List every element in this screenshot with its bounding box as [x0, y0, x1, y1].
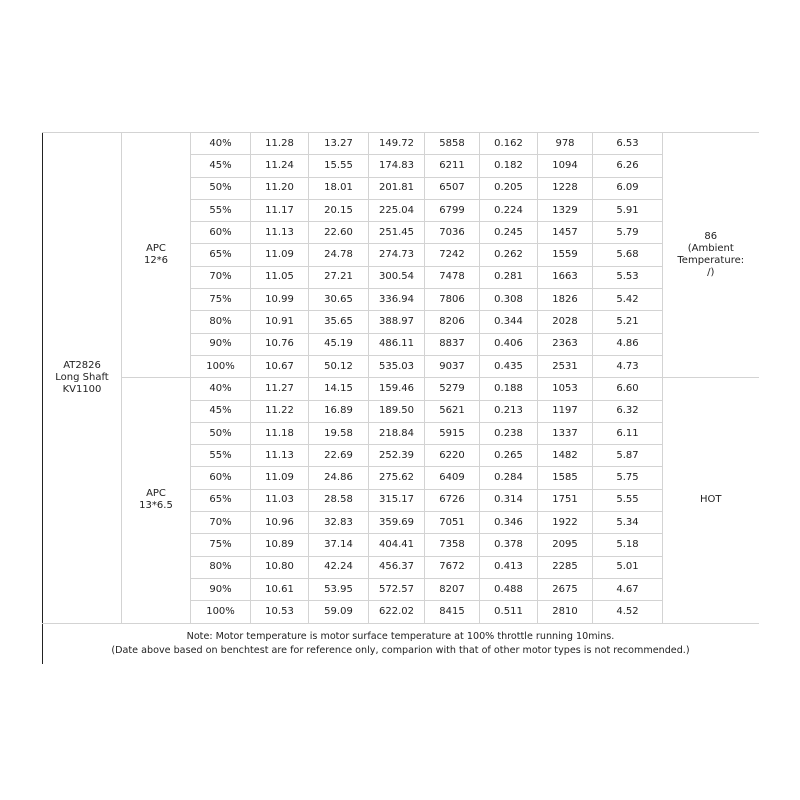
- cell-efficiency: 4.52: [593, 601, 663, 623]
- cell-rpm: 6409: [425, 467, 480, 489]
- cell-throttle: 65%: [191, 489, 251, 511]
- cell-voltage: 10.76: [251, 333, 309, 355]
- cell-throttle: 50%: [191, 422, 251, 444]
- cell-current: 27.21: [309, 266, 369, 288]
- cell-power: 218.84: [369, 422, 425, 444]
- motor-model-line: AT2826: [63, 359, 101, 371]
- table-row: [43, 378, 759, 400]
- cell-thrust-g: 2810: [538, 601, 593, 623]
- footnote-line-1: Note: Motor temperature is motor surface temperature at 100% throttle running 10mins.: [186, 630, 615, 642]
- cell-throttle: 70%: [191, 266, 251, 288]
- cell-rpm: 6507: [425, 177, 480, 199]
- cell-rpm: 7242: [425, 244, 480, 266]
- cell-throttle: 50%: [191, 177, 251, 199]
- cell-power: 225.04: [369, 199, 425, 221]
- cell-throttle: 40%: [191, 133, 251, 155]
- cell-efficiency: 5.75: [593, 467, 663, 489]
- temperature-line: 86: [704, 231, 718, 243]
- cell-rpm: 7672: [425, 556, 480, 578]
- cell-rpm: 5915: [425, 422, 480, 444]
- propeller-line: APC: [146, 488, 166, 500]
- cell-power: 388.97: [369, 311, 425, 333]
- cell-current: 15.55: [309, 155, 369, 177]
- cell-thrust-kg: 0.182: [480, 155, 538, 177]
- cell-thrust-kg: 0.308: [480, 289, 538, 311]
- temperature-line: Temperature:: [677, 255, 745, 267]
- cell-power: 456.37: [369, 556, 425, 578]
- cell-thrust-g: 1482: [538, 445, 593, 467]
- cell-efficiency: 6.26: [593, 155, 663, 177]
- cell-throttle: 60%: [191, 467, 251, 489]
- cell-current: 20.15: [309, 199, 369, 221]
- cell-efficiency: 6.32: [593, 400, 663, 422]
- cell-power: 486.11: [369, 333, 425, 355]
- propeller-line: 13*6.5: [139, 500, 173, 512]
- cell-efficiency: 5.87: [593, 445, 663, 467]
- cell-rpm: 5621: [425, 400, 480, 422]
- cell-thrust-g: 1228: [538, 177, 593, 199]
- cell-power: 572.57: [369, 578, 425, 600]
- cell-power: 275.62: [369, 467, 425, 489]
- cell-voltage: 11.09: [251, 467, 309, 489]
- cell-efficiency: 5.01: [593, 556, 663, 578]
- cell-throttle: 100%: [191, 355, 251, 377]
- cell-thrust-kg: 0.224: [480, 199, 538, 221]
- cell-power: 622.02: [369, 601, 425, 623]
- cell-current: 18.01: [309, 177, 369, 199]
- cell-power: 189.50: [369, 400, 425, 422]
- cell-thrust-kg: 0.281: [480, 266, 538, 288]
- motor-model-line: KV1100: [62, 383, 102, 395]
- footnote-line-2: (Date above based on benchtest are for reference only, comparion with that of other motor types is not recommended.): [111, 644, 690, 656]
- cell-throttle: 80%: [191, 311, 251, 333]
- cell-thrust-kg: 0.162: [480, 133, 538, 155]
- cell-thrust-kg: 0.344: [480, 311, 538, 333]
- cell-thrust-kg: 0.413: [480, 556, 538, 578]
- cell-power: 300.54: [369, 266, 425, 288]
- cell-power: 315.17: [369, 489, 425, 511]
- cell-efficiency: 5.53: [593, 266, 663, 288]
- temperature-line: (Ambient: [687, 243, 734, 255]
- cell-efficiency: 4.73: [593, 355, 663, 377]
- cell-power: 336.94: [369, 289, 425, 311]
- cell-throttle: 60%: [191, 222, 251, 244]
- motor-benchmark-table: [42, 132, 759, 624]
- cell-voltage: 10.91: [251, 311, 309, 333]
- cell-efficiency: 5.68: [593, 244, 663, 266]
- cell-efficiency: 5.55: [593, 489, 663, 511]
- footnote: [42, 624, 758, 664]
- cell-thrust-g: 2028: [538, 311, 593, 333]
- temperature-cell: [663, 133, 759, 378]
- cell-thrust-g: 1053: [538, 378, 593, 400]
- cell-current: 24.78: [309, 244, 369, 266]
- cell-throttle: 75%: [191, 289, 251, 311]
- cell-rpm: 7478: [425, 266, 480, 288]
- cell-efficiency: 4.67: [593, 578, 663, 600]
- cell-voltage: 11.22: [251, 400, 309, 422]
- cell-throttle: 70%: [191, 512, 251, 534]
- cell-throttle: 75%: [191, 534, 251, 556]
- cell-thrust-g: 1663: [538, 266, 593, 288]
- cell-thrust-kg: 0.262: [480, 244, 538, 266]
- cell-voltage: 10.53: [251, 601, 309, 623]
- cell-throttle: 90%: [191, 578, 251, 600]
- propeller-cell: [122, 133, 191, 378]
- cell-thrust-kg: 0.435: [480, 355, 538, 377]
- cell-rpm: 6220: [425, 445, 480, 467]
- cell-rpm: 7036: [425, 222, 480, 244]
- cell-voltage: 11.20: [251, 177, 309, 199]
- cell-power: 252.39: [369, 445, 425, 467]
- cell-rpm: 5279: [425, 378, 480, 400]
- cell-thrust-kg: 0.213: [480, 400, 538, 422]
- cell-thrust-kg: 0.488: [480, 578, 538, 600]
- cell-current: 50.12: [309, 355, 369, 377]
- cell-efficiency: 6.09: [593, 177, 663, 199]
- cell-thrust-kg: 0.188: [480, 378, 538, 400]
- cell-thrust-g: 1457: [538, 222, 593, 244]
- cell-rpm: 8207: [425, 578, 480, 600]
- propeller-line: APC: [146, 243, 166, 255]
- cell-voltage: 11.13: [251, 445, 309, 467]
- cell-voltage: 11.18: [251, 422, 309, 444]
- cell-power: 359.69: [369, 512, 425, 534]
- cell-voltage: 11.28: [251, 133, 309, 155]
- cell-current: 42.24: [309, 556, 369, 578]
- cell-throttle: 90%: [191, 333, 251, 355]
- cell-voltage: 10.80: [251, 556, 309, 578]
- cell-thrust-kg: 0.245: [480, 222, 538, 244]
- cell-thrust-g: 1197: [538, 400, 593, 422]
- cell-thrust-g: 978: [538, 133, 593, 155]
- cell-voltage: 11.13: [251, 222, 309, 244]
- cell-thrust-kg: 0.378: [480, 534, 538, 556]
- motor-model-cell: [43, 133, 122, 624]
- cell-current: 30.65: [309, 289, 369, 311]
- cell-thrust-g: 2285: [538, 556, 593, 578]
- cell-rpm: 6211: [425, 155, 480, 177]
- cell-thrust-kg: 0.314: [480, 489, 538, 511]
- cell-voltage: 11.17: [251, 199, 309, 221]
- cell-thrust-g: 1751: [538, 489, 593, 511]
- cell-throttle: 45%: [191, 400, 251, 422]
- cell-current: 37.14: [309, 534, 369, 556]
- table-row: [43, 133, 759, 155]
- benchmark-sheet: [42, 132, 758, 664]
- cell-rpm: 7806: [425, 289, 480, 311]
- cell-efficiency: 5.21: [593, 311, 663, 333]
- propeller-cell: [122, 378, 191, 623]
- cell-current: 53.95: [309, 578, 369, 600]
- cell-voltage: 10.67: [251, 355, 309, 377]
- cell-current: 45.19: [309, 333, 369, 355]
- cell-current: 22.69: [309, 445, 369, 467]
- cell-rpm: 9037: [425, 355, 480, 377]
- cell-current: 28.58: [309, 489, 369, 511]
- cell-thrust-g: 1585: [538, 467, 593, 489]
- cell-voltage: 11.27: [251, 378, 309, 400]
- cell-rpm: 6726: [425, 489, 480, 511]
- cell-thrust-g: 2095: [538, 534, 593, 556]
- cell-voltage: 10.96: [251, 512, 309, 534]
- cell-throttle: 65%: [191, 244, 251, 266]
- cell-efficiency: 5.79: [593, 222, 663, 244]
- cell-throttle: 55%: [191, 445, 251, 467]
- cell-throttle: 40%: [191, 378, 251, 400]
- cell-efficiency: 5.34: [593, 512, 663, 534]
- cell-rpm: 5858: [425, 133, 480, 155]
- cell-power: 174.83: [369, 155, 425, 177]
- cell-efficiency: 5.42: [593, 289, 663, 311]
- cell-thrust-kg: 0.265: [480, 445, 538, 467]
- cell-power: 251.45: [369, 222, 425, 244]
- temperature-cell: [663, 378, 759, 623]
- cell-rpm: 8415: [425, 601, 480, 623]
- cell-efficiency: 6.53: [593, 133, 663, 155]
- cell-power: 535.03: [369, 355, 425, 377]
- cell-current: 59.09: [309, 601, 369, 623]
- cell-current: 24.86: [309, 467, 369, 489]
- cell-efficiency: 5.18: [593, 534, 663, 556]
- cell-rpm: 7051: [425, 512, 480, 534]
- cell-thrust-g: 1094: [538, 155, 593, 177]
- cell-current: 16.89: [309, 400, 369, 422]
- cell-power: 404.41: [369, 534, 425, 556]
- cell-voltage: 11.05: [251, 266, 309, 288]
- cell-current: 19.58: [309, 422, 369, 444]
- cell-efficiency: 6.60: [593, 378, 663, 400]
- cell-thrust-g: 2675: [538, 578, 593, 600]
- cell-thrust-g: 1559: [538, 244, 593, 266]
- temperature-line: HOT: [700, 494, 722, 506]
- cell-rpm: 8837: [425, 333, 480, 355]
- cell-rpm: 8206: [425, 311, 480, 333]
- cell-throttle: 55%: [191, 199, 251, 221]
- cell-voltage: 10.89: [251, 534, 309, 556]
- cell-voltage: 11.09: [251, 244, 309, 266]
- cell-throttle: 45%: [191, 155, 251, 177]
- cell-thrust-kg: 0.205: [480, 177, 538, 199]
- cell-thrust-g: 2363: [538, 333, 593, 355]
- cell-efficiency: 4.86: [593, 333, 663, 355]
- cell-thrust-kg: 0.511: [480, 601, 538, 623]
- cell-voltage: 10.61: [251, 578, 309, 600]
- cell-current: 35.65: [309, 311, 369, 333]
- cell-voltage: 11.03: [251, 489, 309, 511]
- cell-thrust-g: 1922: [538, 512, 593, 534]
- cell-power: 274.73: [369, 244, 425, 266]
- cell-thrust-kg: 0.346: [480, 512, 538, 534]
- cell-power: 201.81: [369, 177, 425, 199]
- cell-thrust-kg: 0.406: [480, 333, 538, 355]
- cell-thrust-kg: 0.284: [480, 467, 538, 489]
- cell-power: 159.46: [369, 378, 425, 400]
- cell-thrust-g: 2531: [538, 355, 593, 377]
- cell-thrust-g: 1826: [538, 289, 593, 311]
- cell-thrust-kg: 0.238: [480, 422, 538, 444]
- cell-current: 14.15: [309, 378, 369, 400]
- cell-throttle: 80%: [191, 556, 251, 578]
- cell-rpm: 7358: [425, 534, 480, 556]
- motor-model-line: Long Shaft: [55, 371, 109, 383]
- propeller-line: 12*6: [143, 255, 169, 267]
- cell-voltage: 11.24: [251, 155, 309, 177]
- cell-current: 22.60: [309, 222, 369, 244]
- cell-thrust-g: 1329: [538, 199, 593, 221]
- cell-current: 32.83: [309, 512, 369, 534]
- cell-rpm: 6799: [425, 199, 480, 221]
- cell-voltage: 10.99: [251, 289, 309, 311]
- temperature-line: /): [707, 267, 715, 279]
- cell-efficiency: 5.91: [593, 199, 663, 221]
- cell-current: 13.27: [309, 133, 369, 155]
- cell-efficiency: 6.11: [593, 422, 663, 444]
- table-body: [43, 133, 759, 624]
- cell-throttle: 100%: [191, 601, 251, 623]
- cell-thrust-g: 1337: [538, 422, 593, 444]
- cell-power: 149.72: [369, 133, 425, 155]
